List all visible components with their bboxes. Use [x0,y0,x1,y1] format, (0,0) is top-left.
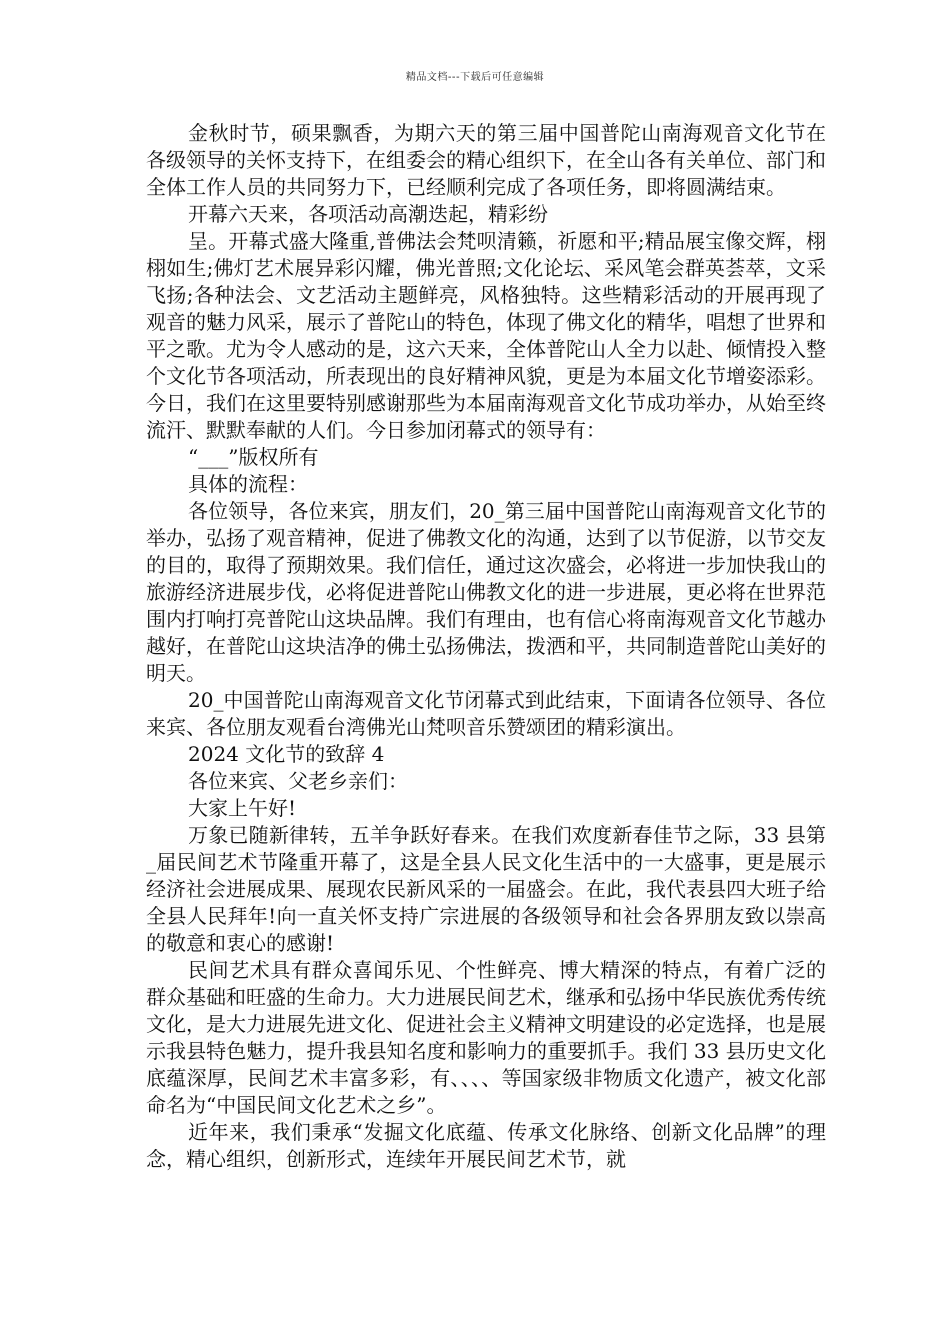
page-header: 精品文档---下载后可任意编辑 [405,72,545,83]
paragraph: 各位领导，各位来宾，朋友们，20_第三届中国普陀山南海观音文化节的举办，弘扬了观音精神，促进了佛教文化的沟通，达到了以节促游，以节交友的目的，取得了预期效果。我们信任，通过这次盛会，必将进一步加快我山的旅游经济进展步伐，必将促进普陀山佛教文化的进一步进展，更必将在世界范围内打响打亮普陀山这块品牌。我们有理由，也有信心将南海观音文化节越办越好，在普陀山这块洁净的佛土弘扬佛法，拨洒和平，共同制造普陀山美好的明天。 [146,499,826,685]
paragraph: “___”版权所有 [188,445,319,469]
section-heading: 2024 文化节的致辞 4 [188,742,385,766]
paragraph: 近年来，我们秉承“发掘文化底蕴、传承文化脉络、创新文化品牌”的理念，精心组织，创新形式，连续年开展民间艺术节，就 [146,1120,826,1171]
paragraph: 具体的流程： [188,472,308,496]
paragraph: 开幕六天来，各项活动高潮迭起，精彩纷 [188,202,548,226]
paragraph: 万象已随新律转，五羊争跃好春来。在我们欢度新春佳节之际，33 县第_届民间艺术节隆重开幕了，这是全县人民文化生活中的一大盛事，更是展示经济社会进展成果、展现农民新风采的一届盛会。在此，我代表县四大班子给全县人民拜年!向一直关怀支持广宗进展的各级领导和社会各界朋友致以崇高的敬意和衷心的感谢! [146,823,826,955]
paragraph: 民间艺术具有群众喜闻乐见、个性鲜亮、博大精深的特点，有着广泛的群众基础和旺盛的生命力。大力进展民间艺术，继承和弘扬中华民族优秀传统文化，是大力进展先进文化、促进社会主义精神文明建设的必定选择，也是展示我县特色魅力，提升我县知名度和影响力的重要抓手。我们 33 县历史文化底蕴深厚，民间艺术丰富多彩，有、、、、等国家级非物质文化遗产，被文化部命名为“中国民间文化艺术之乡”。 [146,958,826,1117]
paragraph: 大家上午好! [188,796,297,820]
paragraph: 金秋时节，硕果飘香，为期六天的第三届中国普陀山南海观音文化节在各级领导的关怀支持下，在组委会的精心组织下，在全山各有关单位、部门和全体工作人员的共同努力下，已经顺利完成了各项任务，即将圆满结束。 [146,121,826,199]
paragraph: 20_中国普陀山南海观音文化节闭幕式到此结束，下面请各位领导、各位来宾、各位朋友观看台湾佛光山梵呗音乐赞颂团的精彩演出。 [146,688,826,739]
paragraph: 各位来宾、父老乡亲们： [188,769,408,793]
document-body [146,120,826,1173]
paragraph: 呈。开幕式盛大隆重,普佛法会梵呗清籁，祈愿和平;精品展宝像交辉，栩栩如生;佛灯艺术展异彩闪耀，佛光普照;文化论坛、采风笔会群英荟萃，文采飞扬;各种法会、文艺活动主题鲜亮，风格独特。这些精彩活动的开展再现了观音的魅力风采，展示了普陀山的特色，体现了佛文化的精华，唱想了世界和平之歌。尤为令人感动的是，这六天来，全体普陀山人全力以赴、倾情投入整个文化节各项活动，所表现出的良好精神风貌，更是为本届文化节增姿添彩。今日，我们在这里要特别感谢那些为本届南海观音文化节成功举办，从始至终流汗、默默奉献的人们。今日参加闭幕式的领导有： [146,229,826,442]
